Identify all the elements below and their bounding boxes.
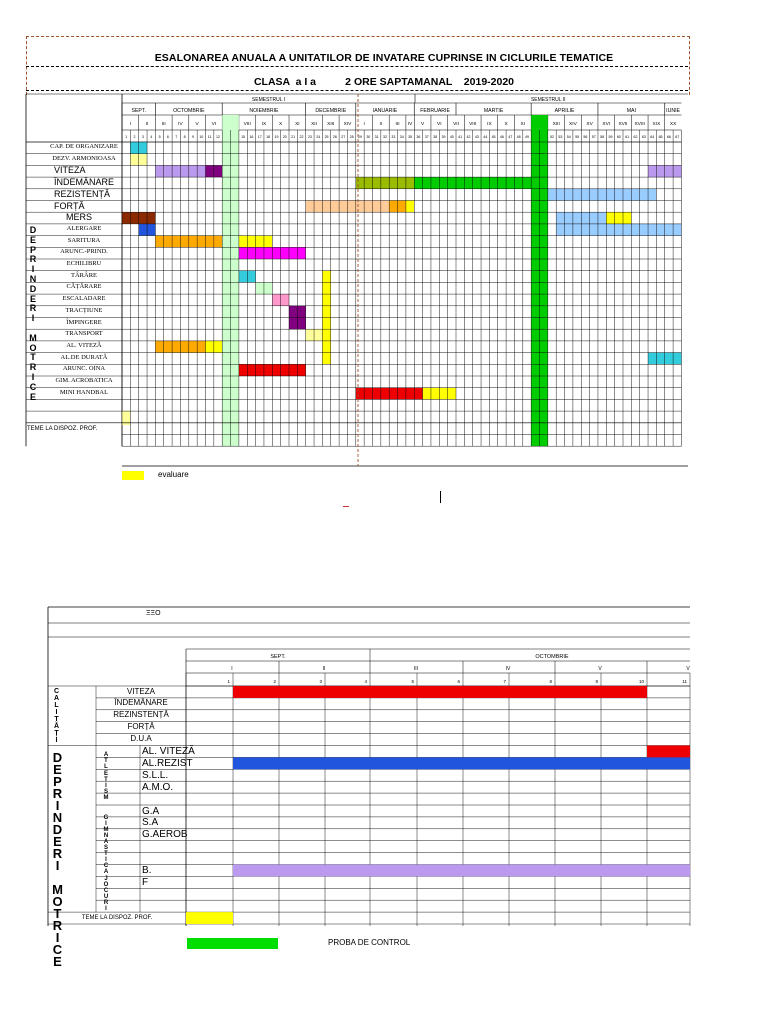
doc2-row-label: FORȚĂ [127, 722, 155, 732]
doc1-row-label: TEME LA DISPOZ. PROF. [27, 425, 98, 432]
viteza-fill [233, 686, 647, 698]
doc1-row-label: MERS [66, 212, 93, 223]
doc2-lesson-number: 6 [457, 679, 460, 684]
week-label: VII [453, 122, 459, 127]
lesson-number: 29 [357, 135, 362, 139]
lesson-number: 46 [499, 135, 504, 139]
week-label: V [195, 122, 199, 127]
doc2-week-label: II [322, 666, 326, 672]
doc1-row-label: FORȚĂ [54, 200, 85, 211]
doc2-week-label: V [598, 666, 602, 672]
doc2-week-label: III [413, 666, 419, 672]
doc2-month-label: OCTOMBRIE [535, 654, 569, 660]
week-label: XI [520, 122, 526, 127]
doc2-row-label: VITEZA [126, 686, 155, 696]
doc2-group-stack: G I M N A S T I C A [103, 815, 109, 875]
doc2-row-label: S.L.L. [142, 769, 169, 781]
evaluare-label: evaluare [158, 470, 189, 479]
lesson-number: 16 [249, 135, 254, 139]
week-label: XIII [552, 122, 560, 127]
doc2-month-label: SEPT. [270, 654, 286, 660]
month-label: SEPT. [131, 108, 146, 114]
proba-swatch [187, 938, 278, 949]
week-label: XVIII [634, 122, 645, 127]
doc2-lesson-number: 10 [638, 679, 644, 684]
lesson-number: 17 [257, 135, 262, 139]
lesson-number: 60 [616, 135, 621, 139]
doc1-row-label: ARUNC. OINA [62, 365, 106, 373]
doc1-row-label: GIM. ACROBATICA [55, 377, 113, 384]
lesson-number: 61 [625, 135, 630, 139]
doc2-row-label: AL. VITEZĂ [142, 746, 195, 757]
doc2-lesson-number: 11 [682, 679, 687, 684]
lesson-number: 26 [332, 135, 337, 139]
doc1-row-label: TÂRÂRE [71, 271, 97, 279]
lesson-number: 56 [583, 135, 588, 139]
doc2-row-label: G.A [142, 805, 160, 817]
week-label: XVI [602, 122, 611, 127]
lesson-number: 64 [650, 135, 655, 139]
month-label: NOIEMBRIE [249, 108, 279, 114]
lesson-number: 55 [575, 135, 580, 139]
month-label: IUNIE [666, 108, 681, 114]
doc2-row-label: B. [142, 865, 152, 876]
doc1-row-label: ÎNDEMÂNARE [54, 177, 115, 188]
week-label: I [129, 122, 132, 127]
lesson-number: 9 [191, 135, 194, 139]
doc2-lesson-number: 2 [273, 679, 276, 684]
doc1-row-label: DEZV. ARMONIOASA [52, 154, 116, 162]
lesson-number: 32 [383, 135, 388, 139]
week-label: VIII [243, 122, 251, 127]
doc2-row-label: A.M.O. [142, 781, 174, 793]
lesson-number: 21 [291, 135, 296, 139]
doc1-title: ESALONAREA ANUALA A UNITATILOR DE INVATARE CUPRINSE IN CICLURILE TEMATICE [154, 52, 614, 64]
doc1-row-label: REZISTENȚĂ [54, 188, 111, 199]
lesson-number: 38 [433, 135, 438, 139]
week-label: XIII [327, 122, 335, 127]
month-label: DECEMBRIE [315, 108, 347, 114]
lesson-number: 4 [150, 135, 153, 139]
doc2-lesson-number: 7 [503, 679, 506, 684]
doc2-lesson-number: 1 [227, 679, 230, 684]
week-label: XVII [618, 122, 628, 127]
lesson-number: 53 [558, 135, 563, 139]
week-label: VIII [469, 122, 477, 127]
doc2-week-label: I [231, 666, 233, 672]
lesson-number: 57 [591, 135, 596, 139]
al-viteza-fill [647, 746, 690, 758]
lesson-number: 30 [366, 135, 371, 139]
lesson-number: 24 [316, 135, 321, 139]
doc1-row-label: TRANSPORT [65, 330, 103, 338]
month-label: OCTOMBRIE [173, 108, 205, 114]
doc1-row-label: SARITURA [67, 236, 101, 244]
lesson-number: 28 [349, 135, 354, 139]
doc2-group-stack: J O C U R I [103, 876, 109, 912]
week-label: VI [211, 122, 217, 127]
doc1-subtitle: CLASA a I a 2 ORE SAPTAMANAL 2019-2020 [253, 76, 515, 88]
lesson-number: 19 [274, 135, 279, 139]
lesson-number: 1 [125, 135, 128, 139]
lesson-number: 27 [341, 135, 346, 139]
lesson-number: 33 [391, 135, 396, 139]
week-label: XV [586, 122, 593, 127]
doc1-row-label: ESCALADARE [62, 295, 106, 303]
lesson-number: 43 [474, 135, 479, 139]
doc2-row-label: REZINSTENȚĂ [113, 710, 169, 720]
lesson-number: 63 [641, 135, 646, 139]
lesson-number: 34 [399, 135, 404, 139]
lesson-number: 36 [416, 135, 421, 139]
doc2-lesson-number: 8 [549, 679, 552, 684]
week-label: XI [295, 122, 300, 127]
doc2-group-stack: A T L E T I S M [103, 752, 109, 802]
doc2-lesson-number: 9 [595, 679, 598, 684]
lesson-number: 47 [508, 135, 513, 139]
doc1-row-label: VITEZA [54, 165, 86, 176]
month-label: APRILIE [554, 108, 575, 114]
doc1-row-label: CĂȚĂRARE [66, 283, 102, 291]
lesson-number: 18 [266, 135, 271, 139]
doc1-row-label: AL.DE DURATĂ [60, 353, 108, 361]
doc2-lesson-number: 5 [411, 679, 414, 684]
lesson-number: 23 [307, 135, 312, 139]
week-label: XIV [569, 122, 577, 127]
lesson-number: 2 [133, 135, 136, 139]
doc2-logo-text: ΞΞΟ [146, 610, 161, 617]
doc1-row-label: AL. VITEZĂ [66, 341, 102, 349]
week-label: I [363, 122, 365, 127]
lesson-number: 66 [666, 135, 671, 139]
month-label: MAI [626, 108, 636, 114]
week-label: IV [407, 122, 413, 127]
lesson-number: 5 [158, 135, 161, 139]
week-label: V [420, 122, 425, 127]
week-label: IV [178, 122, 183, 127]
doc2-group-stack: C A L I T Ă Ț I [53, 688, 60, 744]
doc2-row-label: G.AEROB [142, 829, 188, 841]
semester-label: SEMESTRUL II [530, 97, 566, 103]
doc1-row-label: ARUNC.-PRIND. [60, 248, 108, 256]
doc2-row-label: S.A [142, 817, 159, 829]
semester-label: SEMESTRUL I [251, 97, 286, 103]
lesson-number: 40 [449, 135, 454, 139]
lesson-number: 67 [675, 135, 680, 139]
month-label: IANUARIE [372, 108, 398, 114]
doc1-row-label: ALERGARE [66, 224, 102, 232]
doc2-week-label: V [686, 666, 690, 672]
lesson-number: 3 [141, 135, 144, 139]
doc1-row-label: ÎMPINGERE [66, 318, 102, 326]
lesson-number: 58 [600, 135, 605, 139]
doc2-group-stack: D E P R I N D E R I M O T R I C E [52, 750, 63, 969]
lesson-number: 35 [408, 135, 413, 139]
lesson-number: 49 [524, 135, 529, 139]
doc1-row-label: TRACȚIUNE [65, 306, 103, 314]
lesson-number: 45 [491, 135, 496, 139]
doc2-lesson-number: 3 [319, 679, 322, 684]
doc1-row-label: CAP. DE ORGANIZARE [50, 143, 118, 150]
lesson-number: 62 [633, 135, 638, 139]
baschet-fill [233, 865, 690, 877]
doc2-teme-label: TEME LA DISPOZ. PROF. [81, 915, 153, 922]
lesson-number: 39 [441, 135, 446, 139]
lesson-number: 65 [658, 135, 663, 139]
lesson-number: 11 [207, 135, 212, 139]
week-label: XII [311, 122, 317, 127]
lesson-number: 41 [458, 135, 463, 139]
proba-label: PROBA DE CONTROL [328, 938, 411, 947]
lesson-number: 10 [199, 135, 204, 139]
week-label: III [395, 122, 400, 127]
doc1-row-label: MINI HANDBAL [59, 388, 109, 396]
lesson-number: 48 [516, 135, 521, 139]
lesson-number: 59 [608, 135, 613, 139]
lesson-number: 8 [183, 135, 186, 139]
week-label: II [145, 122, 149, 127]
doc2-lesson-number: 4 [364, 679, 367, 684]
lesson-number: 12 [216, 135, 221, 139]
doc2-row-label: F [142, 876, 149, 888]
week-label: IX [487, 122, 492, 127]
lesson-number: 52 [550, 135, 555, 139]
lesson-number: 54 [566, 135, 571, 139]
doc2-row-label: D.U.A [130, 734, 152, 744]
month-label: FEBRUARIE [420, 108, 450, 114]
lesson-number: 15 [241, 135, 246, 139]
week-label: X [504, 122, 508, 127]
lesson-number: 20 [282, 135, 287, 139]
doc2-row-label: ÎNDEMÂNARE [114, 698, 168, 708]
week-label: XIX [652, 122, 661, 127]
doc1-group-label-deprinderi: D E P R I N D E R I M O T R I C E [29, 225, 37, 402]
lesson-number: 42 [466, 135, 471, 139]
lesson-number: 22 [299, 135, 304, 139]
doc2-week-label: IV [505, 666, 511, 672]
teme-fill [186, 912, 233, 924]
lesson-number: 44 [483, 135, 488, 139]
doc1-row-label: ECHILIBRU [66, 260, 102, 267]
week-label: XX [669, 122, 677, 127]
lesson-number: 25 [324, 135, 329, 139]
doc2-row-label: AL.REZIST [142, 757, 193, 769]
al-rezist-fill [233, 757, 690, 769]
week-label: VI [437, 122, 442, 127]
lesson-number: 6 [166, 135, 169, 139]
week-label: II [379, 122, 383, 127]
lesson-number: 31 [374, 135, 379, 139]
week-label: III [161, 122, 166, 127]
lesson-number: 37 [424, 135, 429, 139]
lesson-number: 7 [175, 135, 178, 139]
week-label: X [279, 122, 283, 127]
month-label: MARTIE [483, 108, 504, 114]
week-label: IX [261, 122, 267, 127]
week-label: XIV [343, 122, 352, 127]
